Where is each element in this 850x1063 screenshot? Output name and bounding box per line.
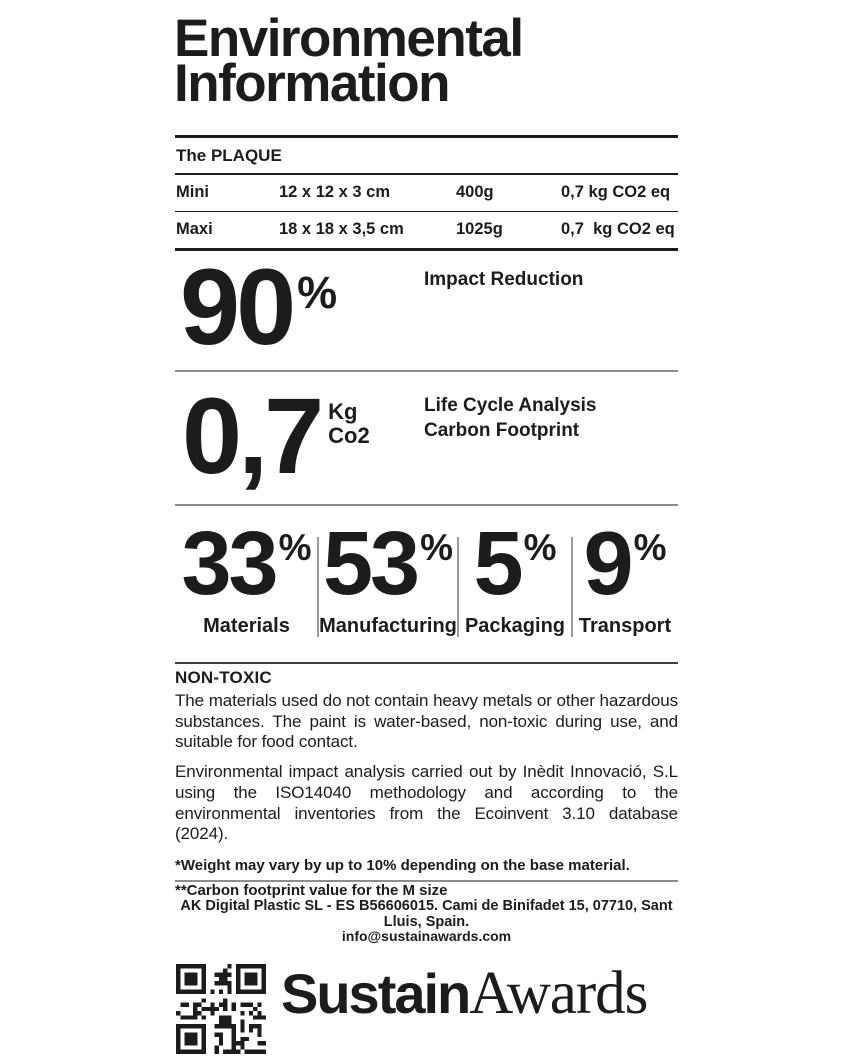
breakdown-value: 5: [473, 514, 521, 614]
co2-cell: 0,7 kg CO2 eq: [561, 220, 675, 238]
percent-sign: %: [633, 527, 667, 568]
breakdown-item-manufacturing: [318, 505, 458, 662]
breakdown-value: 53: [322, 514, 418, 614]
sustain-awards-logo: [281, 960, 648, 1027]
carbon-footprint-unit: [328, 400, 370, 448]
percent-sign: %: [420, 527, 453, 568]
non-toxic-heading: NON-TOXIC: [175, 668, 272, 687]
carbon-footprint-label-line1: Life Cycle Analysis: [424, 395, 597, 416]
footer-email: info@sustainawards.com: [341, 928, 512, 944]
page-title-line2: Information: [174, 54, 449, 114]
breakdown-value-wrap: [583, 514, 667, 614]
breakdown-value: 33: [181, 514, 276, 614]
impact-reduction-value: 90: [180, 246, 293, 367]
page-title-line1: Environmental: [174, 9, 523, 68]
model-cell: Mini: [176, 183, 209, 201]
qr-code-icon: [176, 964, 266, 1054]
impact-reduction-percent-sign: %: [297, 267, 338, 318]
notes-section: [175, 668, 678, 899]
carbon-footprint-stat: [182, 375, 370, 496]
dimensions-cell: 12 x 12 x 3 cm: [279, 183, 391, 201]
breakdown-value-wrap: [322, 514, 453, 614]
unit-kg: Kg: [328, 399, 358, 424]
footnote-weight: *Weight may vary by up to 10% depending on the base material.: [175, 857, 630, 875]
co2-cell: 0,7 kg CO2 eq: [561, 183, 671, 201]
table-row-maxi: [175, 211, 678, 248]
breakdown-item-transport: [572, 505, 678, 662]
carbon-footprint-label: [424, 394, 596, 443]
breakdown-value-wrap: [181, 514, 312, 614]
percent-sign: %: [523, 527, 557, 568]
model-cell: Maxi: [176, 220, 213, 238]
breakdown-label: Materials: [203, 614, 290, 637]
carbon-footprint-label-line2: Carbon Footprint: [424, 419, 580, 441]
breakdown-label: Packaging: [464, 614, 566, 637]
percent-sign: %: [278, 527, 312, 568]
footnote-carbon: **Carbon footprint value for the M size: [175, 882, 448, 900]
section-rule: [175, 662, 678, 664]
product-table: [175, 135, 678, 251]
lifecycle-breakdown: [175, 505, 678, 662]
impact-reduction-stat: [180, 246, 338, 367]
breakdown-item-materials: [175, 505, 318, 662]
section-rule: [175, 880, 678, 882]
notes-paragraph-2: Environmental impact analysis carried out by Inèdit Innovació, S.L using the ISO14040 methodology and according to the environmental inventories from the Ecoinvent 3.10 database (2024).: [175, 762, 678, 844]
unit-co2: Co2: [328, 423, 370, 449]
vertical-divider: [457, 537, 459, 637]
breakdown-label: Manufacturing: [319, 614, 457, 637]
dimensions-cell: 18 x 18 x 3,5 cm: [279, 220, 404, 238]
carbon-footprint-value: 0,7: [182, 375, 321, 496]
weight-cell: 400g: [456, 183, 494, 201]
footer-company-line: AK Digital Plastic SL - ES B56606015. Cami de Binifadet 15, 07710, Sant Lluis, Spain.: [180, 898, 673, 930]
breakdown-item-packaging: [458, 505, 572, 662]
logo-sustain-text: Sustain: [281, 962, 470, 1025]
page-title: [174, 9, 523, 114]
impact-reduction-label: Impact Reduction: [424, 269, 584, 290]
weight-cell: 1025g: [456, 220, 503, 238]
breakdown-label: Transport: [578, 614, 672, 637]
product-table-header: The PLAQUE: [175, 138, 678, 175]
vertical-divider: [571, 537, 573, 637]
vertical-divider: [317, 537, 319, 637]
breakdown-value: 9: [583, 514, 631, 614]
logo-awards-text: Awards: [469, 960, 648, 1027]
table-row-mini: [175, 175, 678, 211]
notes-paragraph-1: The materials used do not contain heavy metals or other hazardous substances. The paint is water-based, non-toxic during use, and suitable for food contact.: [175, 691, 678, 752]
breakdown-value-wrap: [473, 514, 557, 614]
section-rule: [175, 370, 678, 372]
